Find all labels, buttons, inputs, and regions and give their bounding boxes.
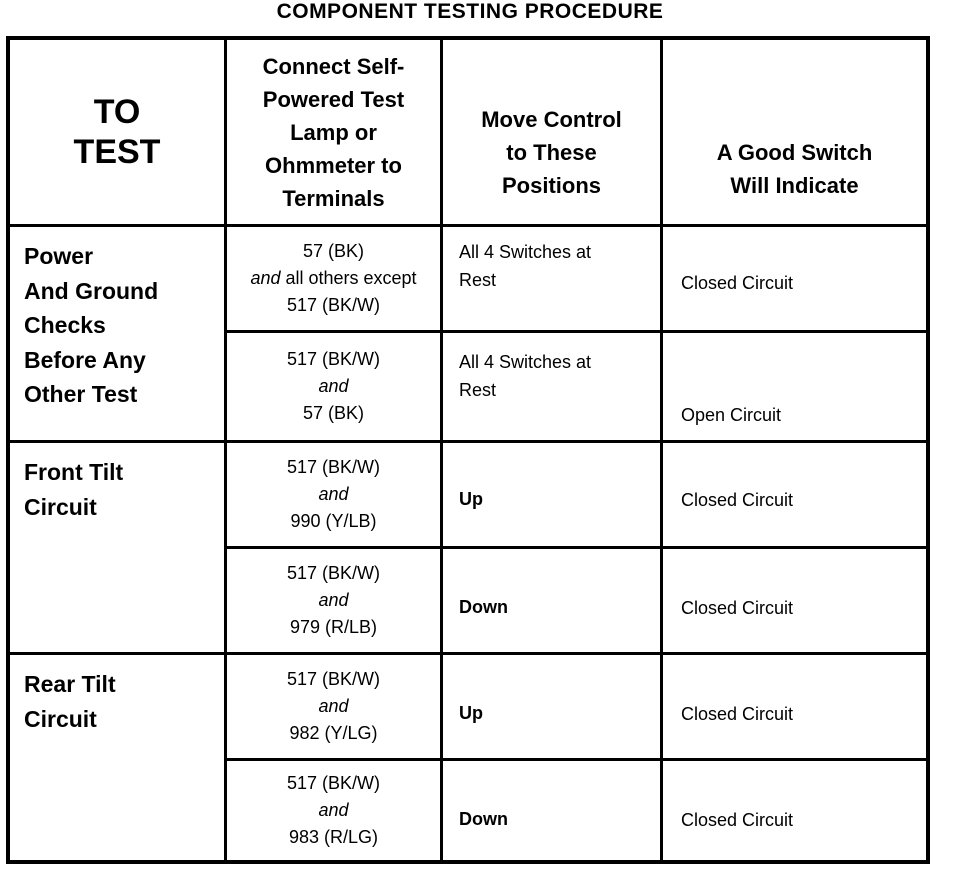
testing-table	[6, 36, 930, 864]
indicate-cell: Closed Circuit	[681, 490, 794, 510]
terminal-line: 517 (BK/W)	[286, 669, 381, 689]
position-line: All 4 Switches at	[459, 242, 592, 262]
terminal-line: 517 (BK/W)	[286, 563, 381, 583]
position-line: Down	[459, 597, 508, 617]
header-line: Connect Self-	[262, 53, 405, 79]
terminal-line: 517 (BK/W)	[286, 295, 381, 315]
position-cell	[443, 485, 660, 513]
position-line: All 4 Switches at	[459, 352, 592, 372]
page-title: COMPONENT TESTING PROCEDURE	[276, 0, 664, 23]
terminal-line: 57 (BK)	[302, 403, 365, 423]
header-line: TO	[93, 93, 141, 131]
header-line: A Good Switch	[716, 140, 873, 165]
position-cell	[443, 348, 660, 404]
header-line: TEST	[73, 133, 161, 171]
group-label-line: Circuit	[24, 705, 97, 732]
group-label-line: Before Any	[24, 346, 146, 373]
header-line: Terminals	[282, 185, 385, 211]
indicate-cell: Closed Circuit	[681, 704, 794, 724]
and-word: and	[318, 696, 349, 716]
terminal-line: 57 (BK)	[302, 241, 365, 261]
and-word: and	[250, 268, 281, 288]
position-cell	[443, 238, 660, 294]
terminal-line	[250, 265, 416, 292]
indicate-cell: Closed Circuit	[681, 598, 794, 618]
header-line: Will Indicate	[730, 173, 859, 198]
header-indicate	[663, 114, 926, 224]
position-line: Down	[459, 809, 508, 829]
header-terminals	[227, 40, 440, 224]
header-line: Positions	[501, 172, 601, 198]
group-label-line: And Ground	[24, 277, 159, 304]
terminal-line: 517 (BK/W)	[286, 773, 381, 793]
header-positions	[443, 80, 660, 224]
group-label-rear-tilt	[10, 655, 224, 860]
indicate-cell: Closed Circuit	[681, 810, 794, 830]
group-label-line: Rear Tilt	[24, 671, 116, 697]
group-label-front-tilt	[10, 443, 224, 652]
position-cell	[443, 699, 660, 727]
indicate-cell: Open Circuit	[681, 405, 782, 425]
indicate-cell: Closed Circuit	[681, 273, 794, 293]
group-label-line: Other Test	[24, 381, 138, 407]
header-line: to These	[506, 139, 597, 165]
and-word: and	[318, 484, 349, 504]
group-label-line: Power	[24, 243, 94, 269]
terminals-cell	[227, 443, 440, 546]
header-line: Ohmmeter to	[265, 152, 402, 178]
terminal-line: 517 (BK/W)	[286, 349, 381, 369]
header-to-test	[10, 40, 224, 224]
terminal-line: 979 (R/LB)	[289, 617, 378, 637]
header-line: Move Control	[481, 106, 622, 132]
terminals-cell	[227, 655, 440, 758]
position-cell	[443, 593, 660, 621]
group-label-line: Circuit	[24, 493, 97, 520]
terminals-cell	[227, 227, 440, 330]
terminals-cell	[227, 333, 440, 440]
header-line: Lamp or	[290, 119, 377, 145]
header-line: Powered Test	[262, 86, 405, 112]
group-label-power-ground	[10, 227, 224, 440]
terminal-line: 990 (Y/LB)	[290, 511, 377, 531]
position-cell	[443, 805, 660, 833]
terminal-line: 517 (BK/W)	[286, 457, 381, 477]
terminals-cell	[227, 761, 440, 860]
terminal-note: all others except	[280, 268, 417, 288]
group-label-line: Front Tilt	[24, 459, 124, 485]
position-line: Rest	[459, 380, 497, 400]
position-line: Rest	[459, 270, 497, 290]
terminal-line: 982 (Y/LG)	[289, 723, 378, 743]
group-label-line: Checks	[24, 312, 106, 338]
and-word: and	[318, 590, 349, 610]
and-word: and	[318, 376, 349, 396]
terminal-line: 983 (R/LG)	[288, 827, 379, 847]
position-line: Up	[459, 489, 483, 509]
and-word: and	[318, 800, 349, 820]
position-line: Up	[459, 703, 483, 723]
terminals-cell	[227, 549, 440, 652]
